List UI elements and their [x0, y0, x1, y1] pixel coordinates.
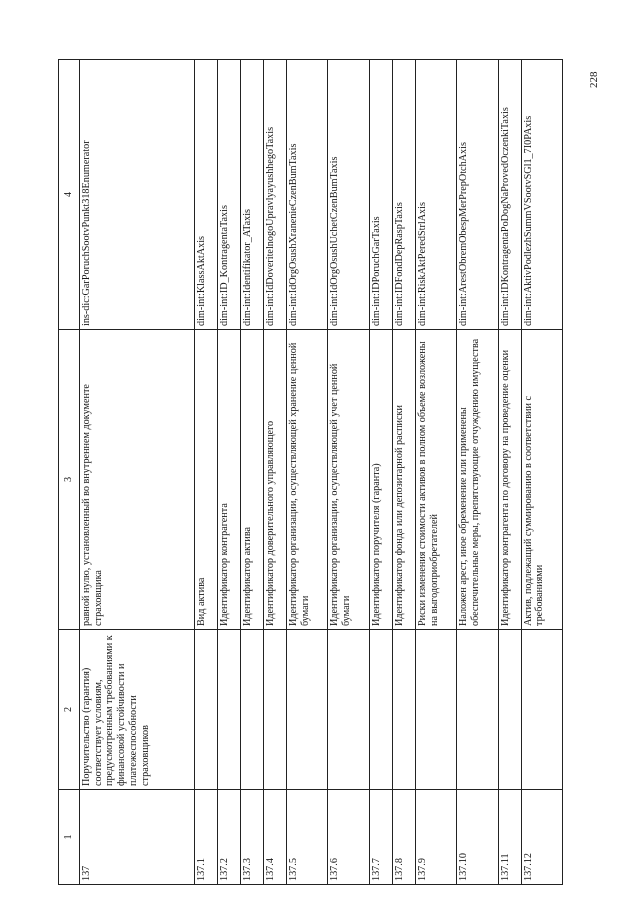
cell-description: Идентификатор актива	[241, 330, 264, 630]
cell-code: 137.5	[287, 790, 328, 885]
cell-name	[264, 630, 287, 790]
cell-description: Идентификатор доверительного управляющего	[264, 330, 287, 630]
cell-element: dim-int:IdOrgOsushUchetCzenBumTaxis	[328, 60, 369, 330]
cell-code: 137.4	[264, 790, 287, 885]
page-number: 228	[588, 71, 600, 89]
cell-code: 137.3	[241, 790, 264, 885]
cell-element: dim-int:IDPoruchGarTaxis	[369, 60, 392, 330]
table-row	[328, 60, 369, 885]
cell-code: 137.2	[218, 790, 241, 885]
cell-code: 137.8	[392, 790, 415, 885]
cell-code: 137.1	[195, 790, 218, 885]
column-header-1: 1	[59, 790, 80, 885]
column-header-2: 2	[59, 630, 80, 790]
cell-element: ins-dic:GarPoruchSootvPunkt318Enumerator	[80, 60, 195, 330]
cell-name	[328, 630, 369, 790]
cell-description: Вид актива	[195, 330, 218, 630]
cell-name	[498, 630, 521, 790]
cell-element: dim-int:IDKontragentaPoDogNaProvedOczenkiTaxis	[498, 60, 521, 330]
cell-description: Идентификатор контрагента по договору на проведение оценки	[498, 330, 521, 630]
cell-description: Идентификатор фонда или депозитарной расписки	[392, 330, 415, 630]
cell-element: dim-int:AktivPodlezhSummVSootvSGl1_7I0PAxis	[521, 60, 562, 330]
table-row	[415, 60, 456, 885]
column-header-3: 3	[59, 330, 80, 630]
cell-name	[241, 630, 264, 790]
cell-element: dim-int:IdOrgOsushXranenieCzenBumTaxis	[287, 60, 328, 330]
cell-element: dim-int:IDFondDepRaspTaxis	[392, 60, 415, 330]
cell-name	[457, 630, 498, 790]
data-table	[58, 59, 563, 885]
table-container	[58, 60, 563, 885]
cell-code: 137.11	[498, 790, 521, 885]
table-row	[369, 60, 392, 885]
table-row	[498, 60, 521, 885]
table-row	[80, 60, 195, 885]
cell-name	[521, 630, 562, 790]
cell-description: Идентификатор организации, осуществляющей учет ценной бумаги	[328, 330, 369, 630]
cell-code: 137.12	[521, 790, 562, 885]
cell-name	[218, 630, 241, 790]
table-row	[264, 60, 287, 885]
cell-description: равной нулю, установленный во внутреннем документе страховщика	[80, 330, 195, 630]
cell-code: 137	[80, 790, 195, 885]
table-row	[287, 60, 328, 885]
cell-name	[415, 630, 456, 790]
cell-element: dim-int:RiskAktPeredStrlAxis	[415, 60, 456, 330]
cell-name	[369, 630, 392, 790]
table-header-row	[59, 60, 80, 885]
column-header-4: 4	[59, 60, 80, 330]
cell-name: Поручительство (гарантия) соответствует условиям, предусмотренным требованиями к финансовой устойчивости и платежеспособности страховщиков	[80, 630, 195, 790]
cell-element: dim-int:IdDoveritelnogoUpravlyayushhegoTaxis	[264, 60, 287, 330]
cell-name	[287, 630, 328, 790]
cell-description: Риски изменения стоимости активов в полном объеме возложены на выгодоприобретателей	[415, 330, 456, 630]
cell-code: 137.9	[415, 790, 456, 885]
table-row	[195, 60, 218, 885]
cell-code: 137.6	[328, 790, 369, 885]
cell-description: Идентификатор поручителя (гаранта)	[369, 330, 392, 630]
table-row	[218, 60, 241, 885]
cell-description: Актив, подлежащий суммированию в соответствии с требованиями	[521, 330, 562, 630]
cell-element: dim-int:ID_KontragentaTaxis	[218, 60, 241, 330]
cell-code: 137.10	[457, 790, 498, 885]
table-row	[392, 60, 415, 885]
cell-name	[392, 630, 415, 790]
cell-element: dim-int:ArestObremObespMerPrepOtchAxis	[457, 60, 498, 330]
cell-element: dim-int:Identifikator_ATaxis	[241, 60, 264, 330]
table-row	[457, 60, 498, 885]
cell-name	[195, 630, 218, 790]
cell-description: Идентификатор контрагента	[218, 330, 241, 630]
cell-description: Наложен арест, иное обременение или применены обеспечительные меры, препятствующие отчуждению имущества	[457, 330, 498, 630]
cell-element: dim-int:KlassAktAxis	[195, 60, 218, 330]
table-row	[521, 60, 562, 885]
cell-description: Идентификатор организации, осуществляющей хранение ценной бумаги	[287, 330, 328, 630]
cell-code: 137.7	[369, 790, 392, 885]
table-row	[241, 60, 264, 885]
